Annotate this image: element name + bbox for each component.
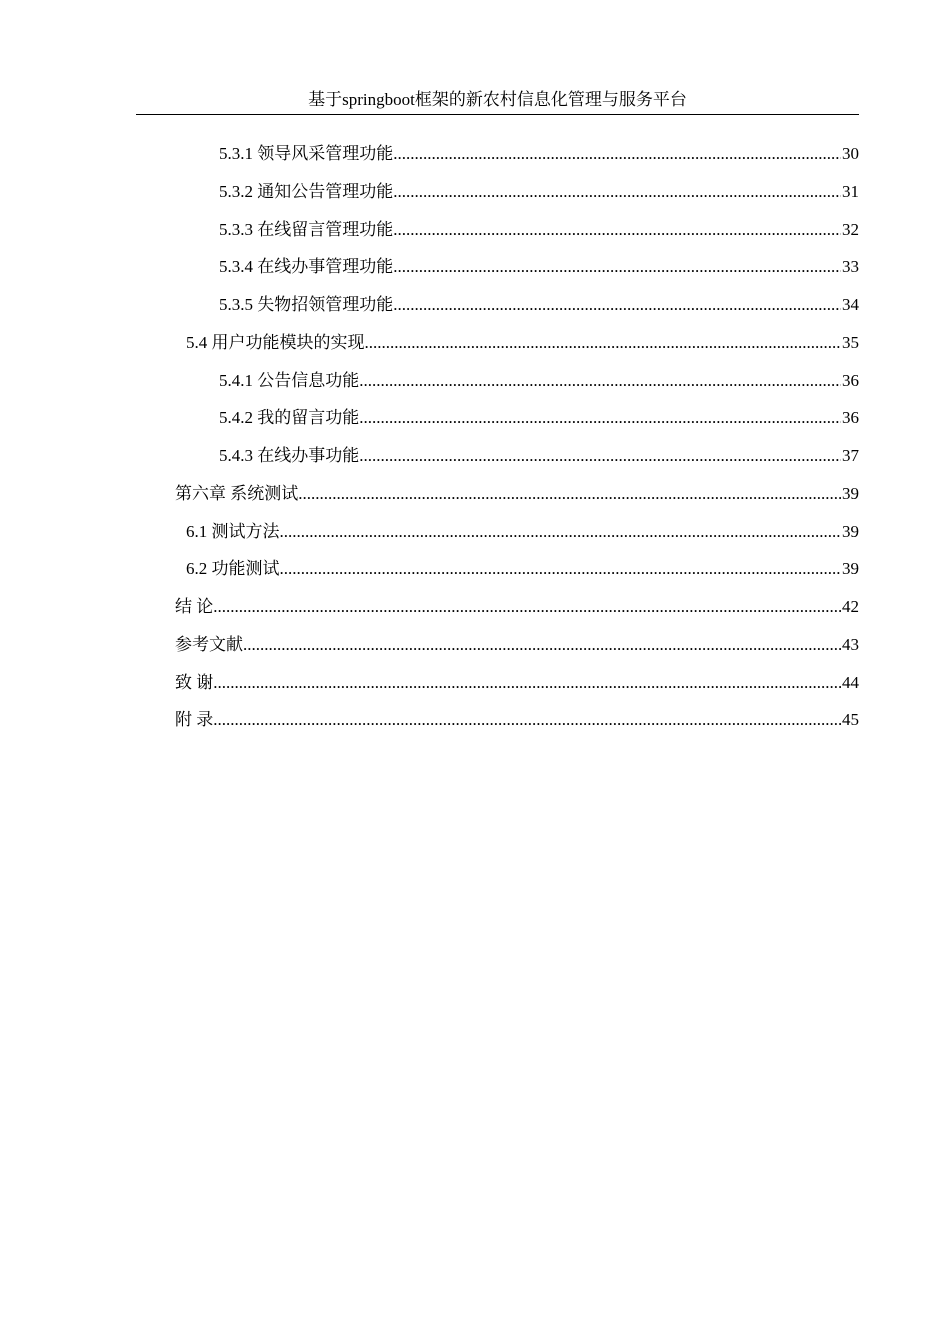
toc-entry[interactable] xyxy=(219,217,859,243)
toc-entry[interactable] xyxy=(175,670,859,696)
toc-entry[interactable] xyxy=(219,292,859,318)
toc-entry-page-number: 42 xyxy=(842,597,859,616)
page-header xyxy=(136,88,859,115)
toc-dot-leader xyxy=(359,368,841,394)
toc-entry[interactable] xyxy=(219,405,859,431)
toc-entry-label: 5.4.2 我的留言功能 xyxy=(219,408,360,428)
toc-entry-label: 6.1 测试方法 xyxy=(186,521,280,541)
toc-entry-label: 5.4.1 公告信息功能 xyxy=(219,370,360,390)
toc-entry-page-number: 30 xyxy=(842,144,859,163)
toc-dot-leader xyxy=(393,292,841,318)
toc-dot-leader xyxy=(298,481,841,507)
toc-entry-label: 5.4.3 在线办事功能 xyxy=(219,446,360,465)
toc-entry-label: 5.3.5 失物招领管理功能 xyxy=(219,295,394,314)
toc-entry[interactable] xyxy=(219,179,859,205)
toc-dot-leader xyxy=(280,556,842,582)
toc-entry[interactable] xyxy=(186,330,859,356)
toc-entry-page-number: 36 xyxy=(842,370,859,390)
toc-dot-leader xyxy=(359,443,841,469)
toc-dot-leader xyxy=(393,141,841,167)
toc-entry-page-number: 36 xyxy=(842,408,859,428)
toc-entry-label: 5.3.2 通知公告管理功能 xyxy=(219,181,394,201)
header-title: 基于springboot框架的新农村信息化管理与服务平台 xyxy=(308,90,687,109)
toc-entry[interactable] xyxy=(175,707,859,733)
toc-entry-page-number: 39 xyxy=(842,559,859,579)
toc-entry-page-number: 34 xyxy=(842,295,859,314)
toc-entry[interactable] xyxy=(175,594,859,620)
toc-entry-page-number: 35 xyxy=(842,332,859,352)
toc-entry-page-number: 37 xyxy=(842,446,859,465)
toc-dot-leader xyxy=(365,330,842,356)
toc-entry[interactable] xyxy=(219,254,859,280)
toc-entry-page-number: 45 xyxy=(842,710,859,730)
toc-entry-label: 5.3.4 在线办事管理功能 xyxy=(219,257,394,277)
toc-dot-leader xyxy=(280,519,842,545)
toc-entry[interactable] xyxy=(219,443,859,469)
toc-entry[interactable] xyxy=(219,141,859,167)
toc-entry-page-number: 39 xyxy=(842,521,859,541)
toc-dot-leader xyxy=(213,707,841,733)
toc-entry-page-number: 32 xyxy=(842,219,859,239)
toc-entry-label: 5.3.1 领导风采管理功能 xyxy=(219,144,394,163)
toc-entry-label: 附 录 xyxy=(175,710,214,730)
toc-dot-leader xyxy=(213,670,841,696)
toc-entry[interactable] xyxy=(175,632,859,658)
toc-entry-label: 5.4 用户功能模块的实现 xyxy=(186,332,365,352)
toc-dot-leader xyxy=(243,632,841,658)
toc-entry-page-number: 39 xyxy=(842,483,859,503)
toc-entry-label: 第六章 系统测试 xyxy=(175,483,299,503)
toc-entry[interactable] xyxy=(219,368,859,394)
toc-entry-label: 5.3.3 在线留言管理功能 xyxy=(219,219,394,239)
toc-dot-leader xyxy=(213,594,841,620)
toc-dot-leader xyxy=(393,254,841,280)
toc-entry-label: 致 谢 xyxy=(175,672,214,692)
toc-entry-label: 6.2 功能测试 xyxy=(186,559,280,579)
toc-dot-leader xyxy=(359,405,841,431)
toc-entry-page-number: 43 xyxy=(842,634,859,654)
toc-entry-page-number: 31 xyxy=(842,181,859,201)
toc-entry[interactable] xyxy=(175,481,859,507)
toc-entry[interactable] xyxy=(186,556,859,582)
toc-entry[interactable] xyxy=(186,519,859,545)
toc-entry-label: 结 论 xyxy=(175,597,214,616)
toc-dot-leader xyxy=(393,217,841,243)
toc-dot-leader xyxy=(393,179,841,205)
toc-entry-page-number: 33 xyxy=(842,257,859,277)
toc-entry-page-number: 44 xyxy=(842,672,859,692)
toc-entry-label: 参考文献 xyxy=(175,634,243,654)
